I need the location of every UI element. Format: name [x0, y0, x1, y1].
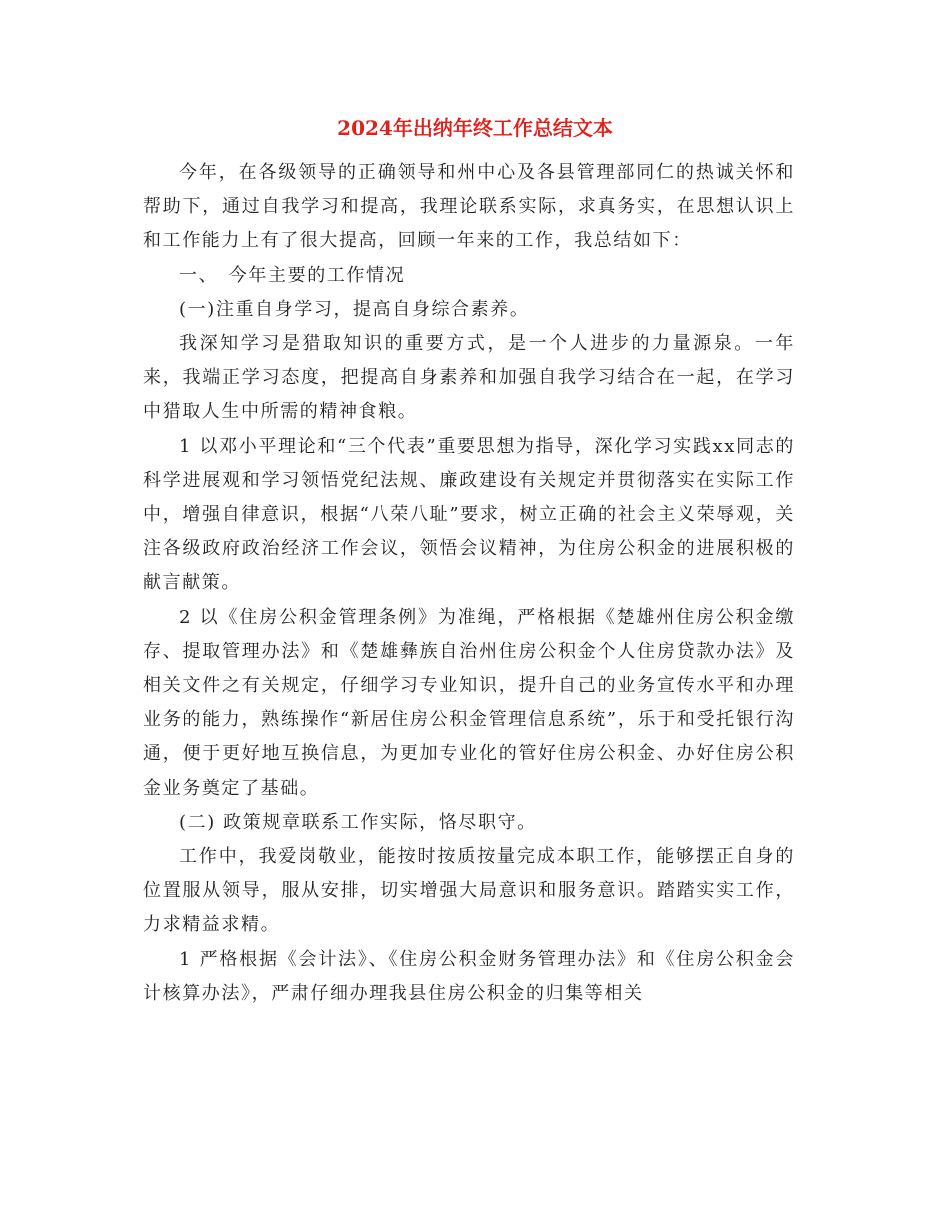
subsection-heading-2: (二) 政策规章联系工作实际，恪尽职守。: [179, 811, 537, 833]
paragraph-work: 工作中，我爱岗敬业，能按时按质按量完成本职工作，能够摆正自身的位置服从领导，服从安排，切实增强大局意识和服务意识。踏踏实实工作，力求精益求精。: [143, 846, 795, 936]
document-title: 2024年出纳年终工作总结文本: [337, 116, 613, 140]
paragraph-item-1: 1 以邓小平理论和“三个代表”重要思想为指导，深化学习实践xx同志的科学进展观和学习领悟党纪法规、廉政建设有关规定并贯彻落实在实际工作中，增强自律意识，根据“八荣八耻”要求，树立正确的社会主义荣辱观，关注各级政府政治经济工作会议，领悟会议精神，为住房公积金的进展积极的献言献策。: [143, 435, 795, 594]
paragraph-item-3: 1 严格根据《会计法》、《住房公积金财务管理办法》和《住房公积金会计核算办法》，严肃仔细办理我县住房公积金的归集等相关: [143, 948, 795, 1004]
paragraph-intro: 今年，在各级领导的正确领导和州中心及各县管理部同仁的热诚关怀和帮助下，通过自我学习和提高，我理论联系实际，求真务实，在思想认识上和工作能力上有了很大提高，回顾一年来的工作，我总结如下：: [143, 162, 795, 252]
document-body: [143, 156, 795, 1011]
section-heading-1: 一、 今年主要的工作情况: [179, 264, 406, 286]
subsection-heading-1: (一)注重自身学习，提高自身综合素养。: [179, 298, 530, 320]
paragraph-item-2: 2 以《住房公积金管理条例》为准绳，严格根据《楚雄州住房公积金缴存、提取管理办法》和《楚雄彝族自治州住房公积金个人住房贷款办法》及相关文件之有关规定，仔细学习专业知识，提升自己的业务宣传水平和办理业务的能力，熟练操作“新居住房公积金管理信息系统”，乐于和受托银行沟通，便于更好地互换信息，为更加专业化的管好住房公积金、办好住房公积金业务奠定了基础。: [143, 606, 795, 799]
paragraph-learning: 我深知学习是猎取知识的重要方式，是一个人进步的力量源泉。一年来，我端正学习态度，把提高自身素养和加强自我学习结合在一起，在学习中猎取人生中所需的精神食粮。: [143, 333, 795, 423]
